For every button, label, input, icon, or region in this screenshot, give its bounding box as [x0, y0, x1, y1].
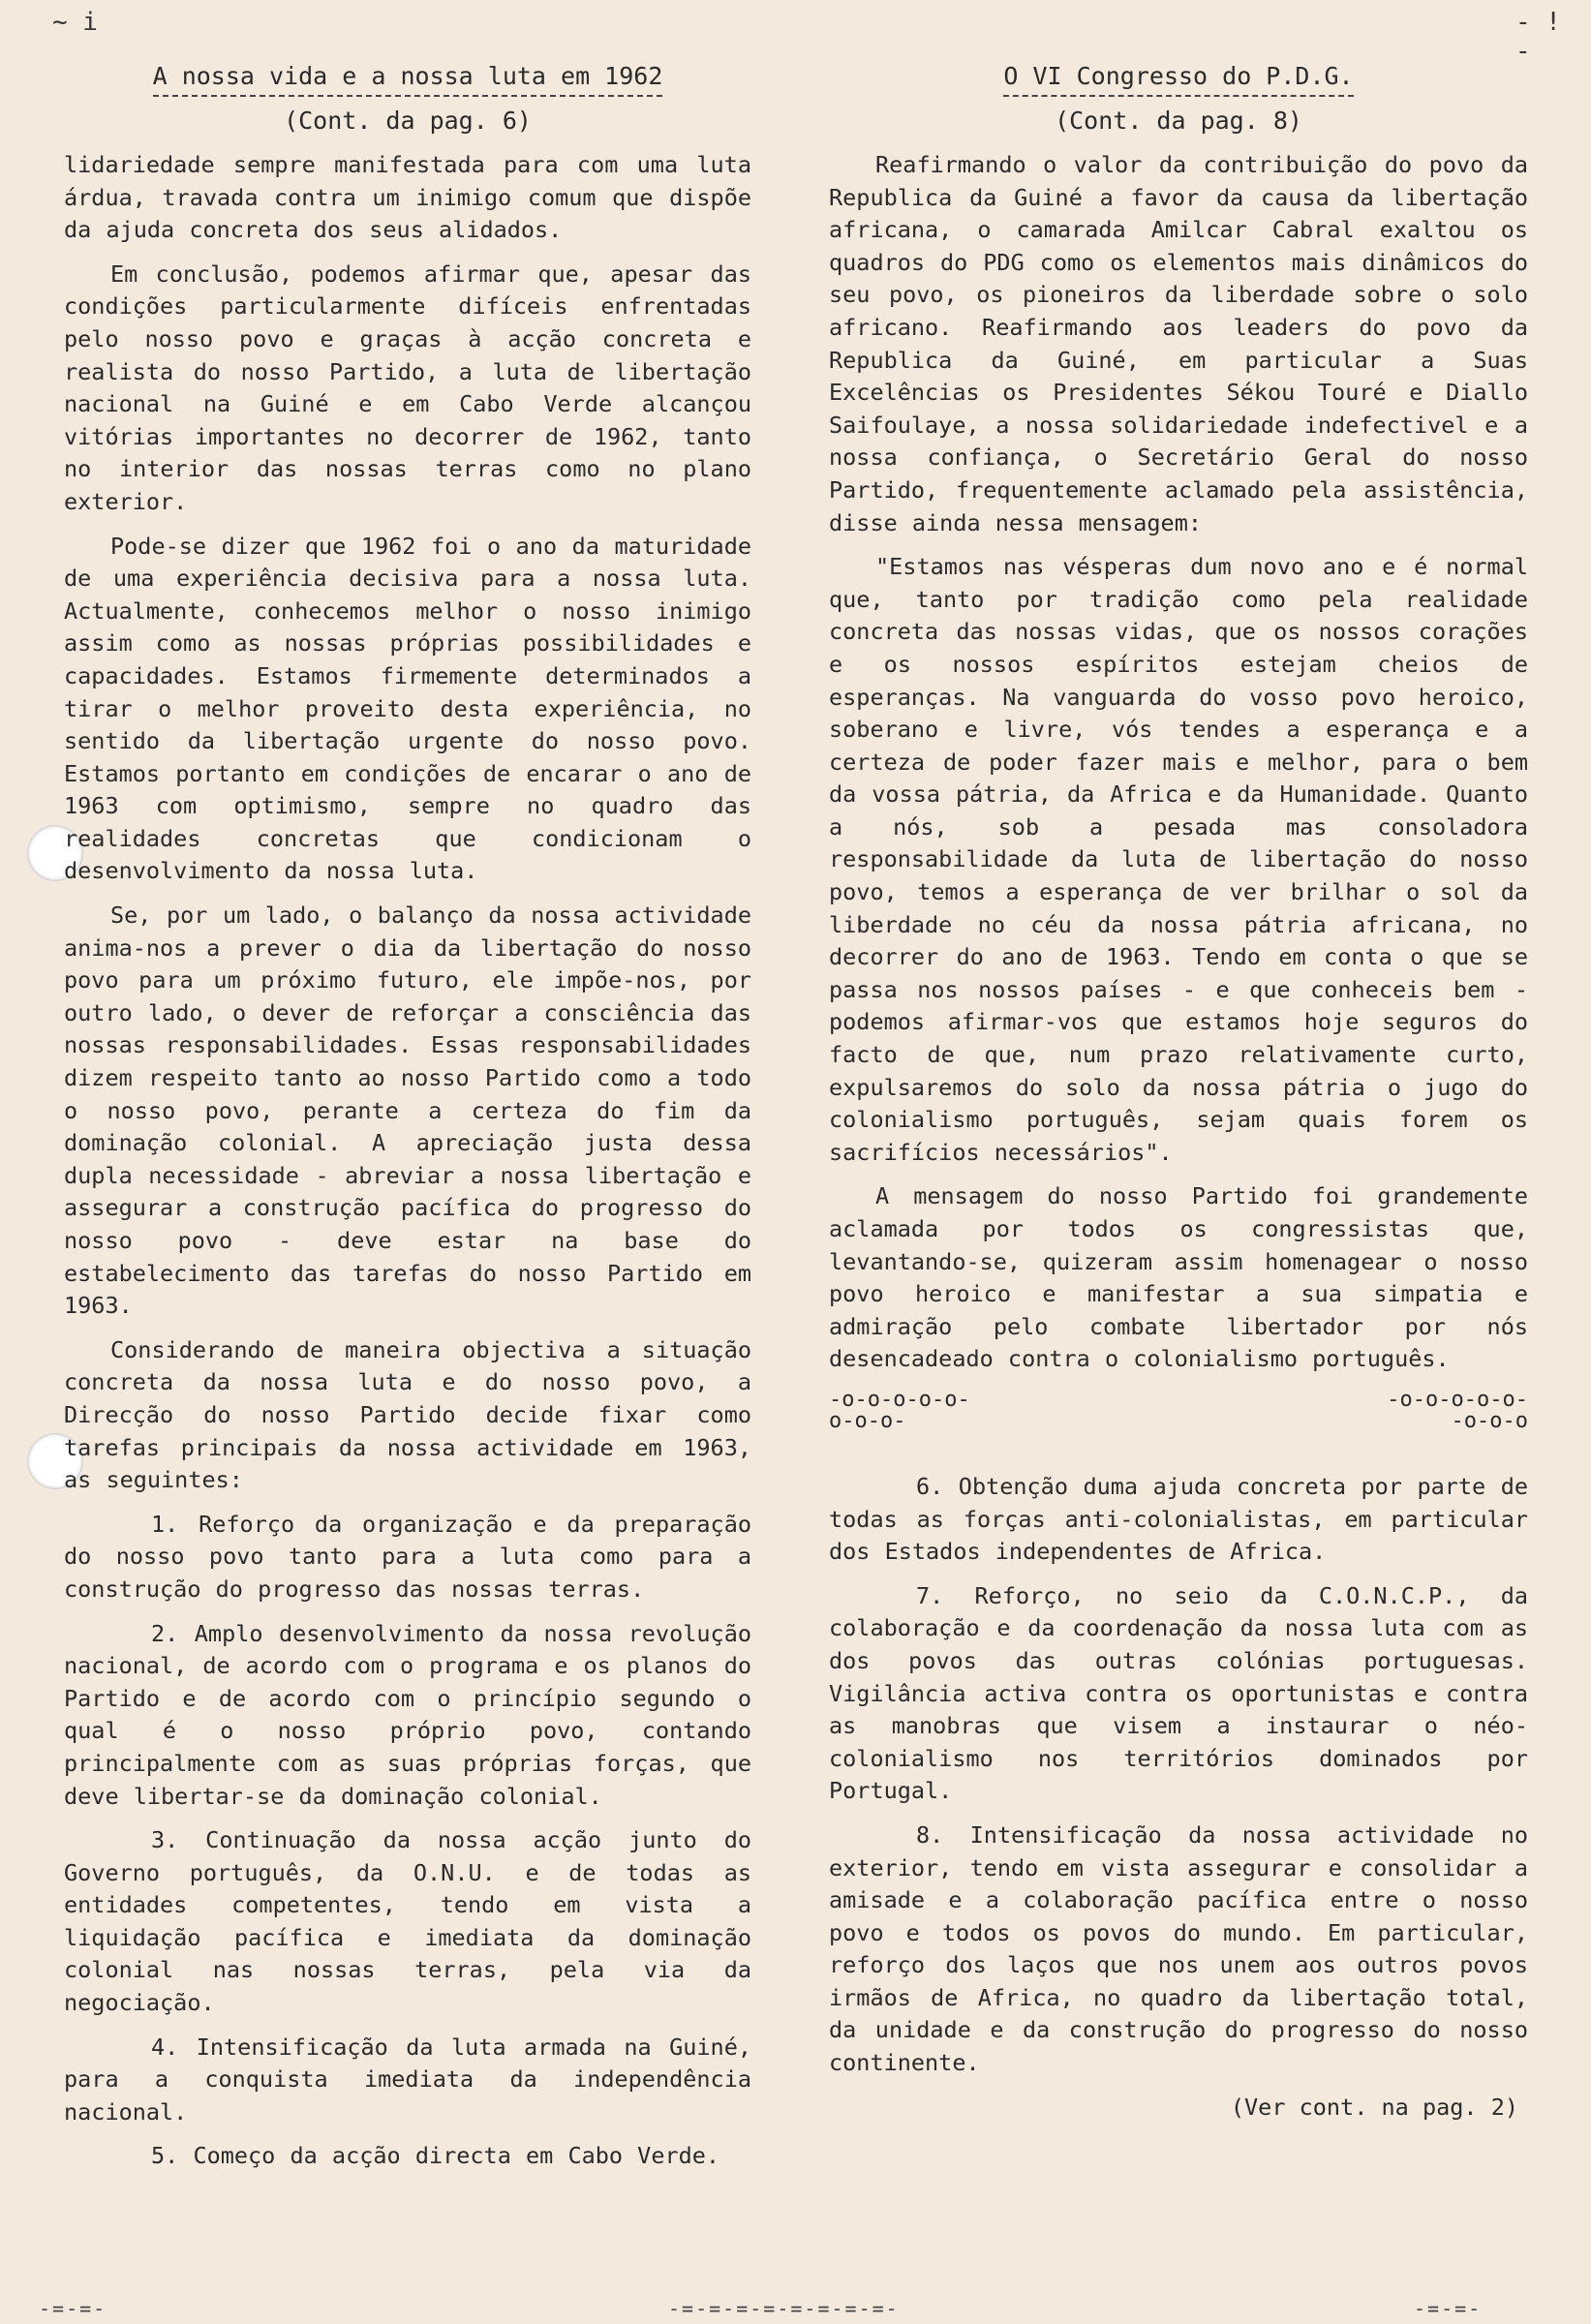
task-item: 1. Reforço da organização e da preparação do nosso povo tanto para a luta como para a construção do progresso das nossas terras. — [64, 1510, 751, 1603]
left-column — [64, 60, 751, 2185]
article-title-right: O VI Congresso do P.D.G. — [1003, 60, 1353, 97]
separator-left: -o-o-o-o-o- o-o-o- — [829, 1387, 970, 1433]
right-column-header — [829, 60, 1528, 138]
paragraph: Pode-se dizer que 1962 foi o ano da maturidade de uma experiência decisiva para a nossa luta. Actualmente, conhecemos melhor o nosso inimigo assim como as nossas próprias possibilidades e capacidades. Estamos firmemente determinados a tirar o melhor proveito desta experiência, no sentido da libertação urgente do nosso povo. Estamos portanto em condições de encarar o ano de 1963 com optimismo, sempre no quadro das realidades concretas que condicionam o desenvolvimento da nossa luta. — [64, 532, 751, 885]
continuation-note-right: (Cont. da pag. 8) — [1055, 107, 1302, 135]
paragraph: lidariedade sempre manifestada para com uma luta árdua, travada contra um inimigo comum que dispõe da ajuda concreta dos seus alidados. — [64, 151, 751, 244]
footer-mark-left: -=-=- — [39, 2297, 107, 2320]
paragraph: Considerando de maneira objectiva a situação concreta da nossa luta e do nosso povo, a Direcção do nosso Partido decide fixar como tarefas principais da nossa actividade em 1963, as seguintes: — [64, 1335, 751, 1494]
task-item: 7. Reforço, no seio da C.O.N.C.P., da colaboração e da coordenação da nossa luta com as dos povos das outras colónias portuguesas. Vigilância activa contra os oportunistas e contra as manobras que visem a instaurar o néo-colonialismo nos territórios dominados por Portugal. — [829, 1581, 1528, 1805]
paragraph: Em conclusão, podemos afirmar que, apesar das condições particularmente difíceis enfrentadas pelo nosso povo e graças à acção concreta e realista do nosso Partido, a luta de libertação nacional na Guiné e em Cabo Verde alcançou vitórias importantes no decorrer de 1962, tanto no interior das nossas terras como no plano exterior. — [64, 260, 751, 515]
task-item: 8. Intensificação da nossa actividade no exterior, tendo em vista assegurar e consolidar a amisade e a colaboração pacífica entre o nosso povo e todos os povos do mundo. Em particular, reforço dos laços que nos unem aos outros povos irmãos de Africa, no quadro da libertação total, da unidade e da construção do progresso do nosso continente. — [829, 1820, 1528, 2077]
paragraph: Reafirmando o valor da contribuição do povo da Republica da Guiné a favor da causa da libertação africana, o camarada Amilcar Cabral exaltou os quadros do PDG como os elementos mais dinâmicos do seu povo, os pioneiros da liberdade sobre o solo africano. Reafirmando aos leaders do povo da Republica da Guiné, em particular a Suas Excelências os Presidentes Sékou Touré e Diallo Saifoulaye, a nossa solidariedade indefectivel e a nossa confiança, o Secretário Geral do nosso Partido, frequentemente aclamado pela assistência, disse ainda nessa mensagem: — [829, 151, 1528, 536]
task-item: 5. Começo da acção directa em Cabo Verde. — [151, 2142, 720, 2170]
task-item: 3. Continuação da nossa acção junto do Governo português, da O.N.U. e de todas as entidades competentes, tendo em vista a liquidação pacífica e imediata da dominação colonial nas nossas terras, pela via da negociação. — [64, 1826, 751, 2017]
task-item: 2. Amplo desenvolvimento da nossa revolução nacional, de acordo com o programa e os planos do Partido e de acordo com o princípio segundo o qual é o nosso próprio povo, contando principalmente com as suas próprias forças, que deve libertar-se da dominação colonial. — [64, 1619, 751, 1810]
footer-mark-right: -=-=- — [1414, 2297, 1483, 2320]
page-number-mark: - ! - — [1515, 8, 1561, 66]
right-column — [829, 60, 1528, 2123]
separator-right: -o-o-o-o-o- -o-o-o — [1387, 1387, 1528, 1433]
paragraph: Se, por um lado, o balanço da nossa actividade anima-nos a prever o dia da libertação do nosso povo para um próximo futuro, ele impõe-nos, por outro lado, o dever de reforçar a consciência das nossas responsabilidades. Essas responsabilidades dizem respeito tanto ao nosso Partido como a todo o nosso povo, perante a certeza do fim da dominação colonial. A apreciação justa dessa dupla necessidade - abreviar a nossa libertação e assegurar a construção pacífica do progresso do nosso povo - deve estar na base do estabelecimento das tarefas do nosso Partido em 1963. — [64, 902, 751, 1320]
continuation-note-left: (Cont. da pag. 6) — [284, 107, 532, 135]
footer-mark-center: -=-=-=-=-=-=-=-=- — [668, 2297, 900, 2320]
task-item: 4. Intensificação da luta armada na Guiné, para a conquista imediata da independência nacional. — [64, 2033, 751, 2125]
task-item: 6. Obtenção duma ajuda concreta por parte de todas as forças anti-colonialistas, em particular dos Estados independentes de Africa. — [829, 1472, 1528, 1566]
left-column-header — [64, 60, 751, 138]
page-corner-mark: ~ i — [52, 8, 98, 37]
quote-paragraph: "Estamos nas vésperas dum novo ano e é normal que, tanto por tradição como pela realidade concreta das nossas vidas, que os nossos corações e os nossos espíritos estejam cheios de esperanças. Na vanguarda do vosso povo heroico, soberano e livre, vós tendes a esperança e a certeza de poder fazer mais e melhor, para o bem da vossa pátria, da Africa e da Humanidade. Quanto a nós, sob a pesada mas consoladora responsabilidade da luta de libertação do nosso povo, temos a esperança de ver brilhar o sol da liberdade no céu da nossa pátria africana, no decorrer do ano de 1963. Tendo em conta o que se passa nos nossos países - e que conheceis bem - podemos afirmar-vos que estamos hoje seguros do facto de que, num prazo relativamente curto, expulsaremos do solo da nossa pátria o jugo do colonialismo português, sejam quais forem os sacrifícios necessários". — [829, 553, 1528, 1166]
article-title-left: A nossa vida e a nossa luta em 1962 — [153, 60, 663, 97]
section-separator — [829, 1387, 1528, 1433]
paragraph: A mensagem do nosso Partido foi grandemente aclamada por todos os congressistas que, levantando-se, quizeram assim homenagear o nosso povo heroico e manifestar a sua simpatia e admiração pelo combate libertador por nós desencadeado contra o colonialismo português. — [829, 1182, 1528, 1373]
continuation-reference: (Ver cont. na pag. 2) — [1230, 2093, 1518, 2121]
